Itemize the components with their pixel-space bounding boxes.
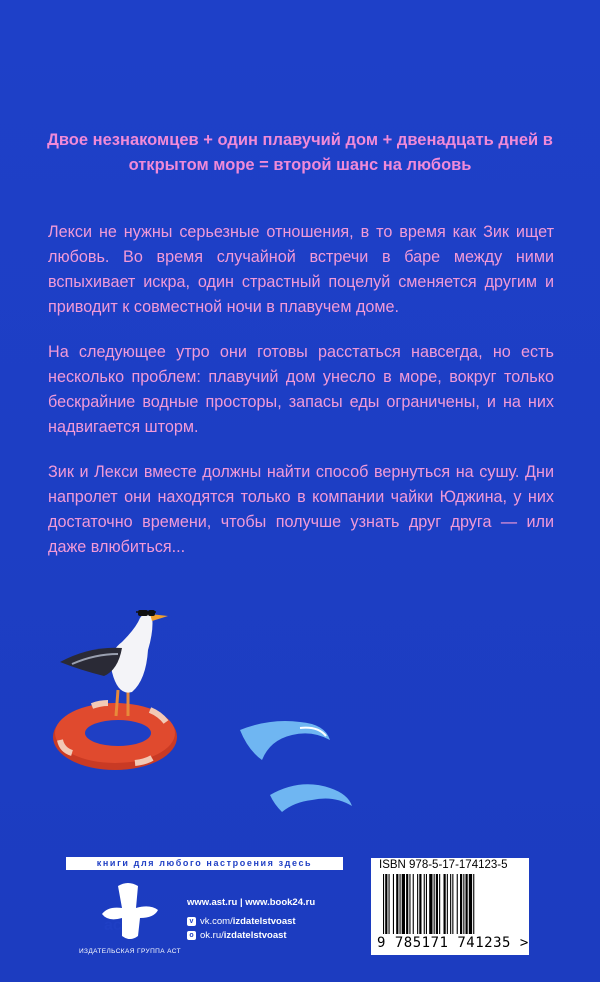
ast-logo — [78, 878, 178, 944]
social-handle: izdatelstvoast — [232, 916, 296, 927]
barcode-icon — [383, 874, 517, 934]
publisher-name: ИЗДАТЕЛЬСКАЯ ГРУППА АСТ — [78, 948, 181, 955]
wave-icon — [270, 784, 352, 812]
barcode-panel — [371, 858, 529, 955]
social-link-vk[interactable] — [187, 916, 296, 927]
social-handle: izdatelstvoast — [223, 930, 287, 941]
seagull-icon — [60, 610, 168, 716]
svg-text:ас: ас — [104, 917, 122, 934]
seagull-lifebuoy-illustration — [0, 590, 600, 820]
social-prefix: vk.com/ — [200, 916, 233, 927]
wave-icon — [240, 721, 330, 760]
tagline: Двое незнакомцев + один плавучий дом + двенадцать дней в открытом море = второй шанс на любовь — [47, 131, 553, 174]
blurb-paragraph-2: На следующее утро они готовы расстаться навсегда, но есть несколько проблем: плавучий дом унесло в море, вокруг только бескрайние водные просторы, запасы еды ограничены, и на них надвигается шторм. — [48, 343, 554, 436]
blurb-paragraph-3: Зик и Лекси вместе должны найти способ вернуться на сушу. Дни напролет они находятся только в компании чайки Юджина, у них достаточно времени, чтобы получше узнать друг друга — или даже влюбиться... — [48, 463, 554, 556]
social-prefix: ok.ru/ — [200, 930, 224, 941]
barcode-number: 9 785171 741235 > — [377, 935, 529, 951]
vk-icon: v — [187, 917, 196, 926]
slogan-banner: книги для любого настроения здесь — [66, 857, 343, 870]
social-link-ok[interactable] — [187, 930, 287, 941]
websites[interactable]: www.ast.ru | www.book24.ru — [187, 897, 316, 908]
ok-icon: o — [187, 931, 196, 940]
isbn-text: ISBN 978-5-17-174123-5 — [379, 859, 508, 871]
blurb-paragraph-1: Лекси не нужны серьезные отношения, в то время как Зик ищет любовь. Во время случайной встречи в баре между ними вспыхивает искра, один страстный поцелуй сменяется другим и приводит к совместной ночи в плавучем доме. — [48, 223, 554, 316]
